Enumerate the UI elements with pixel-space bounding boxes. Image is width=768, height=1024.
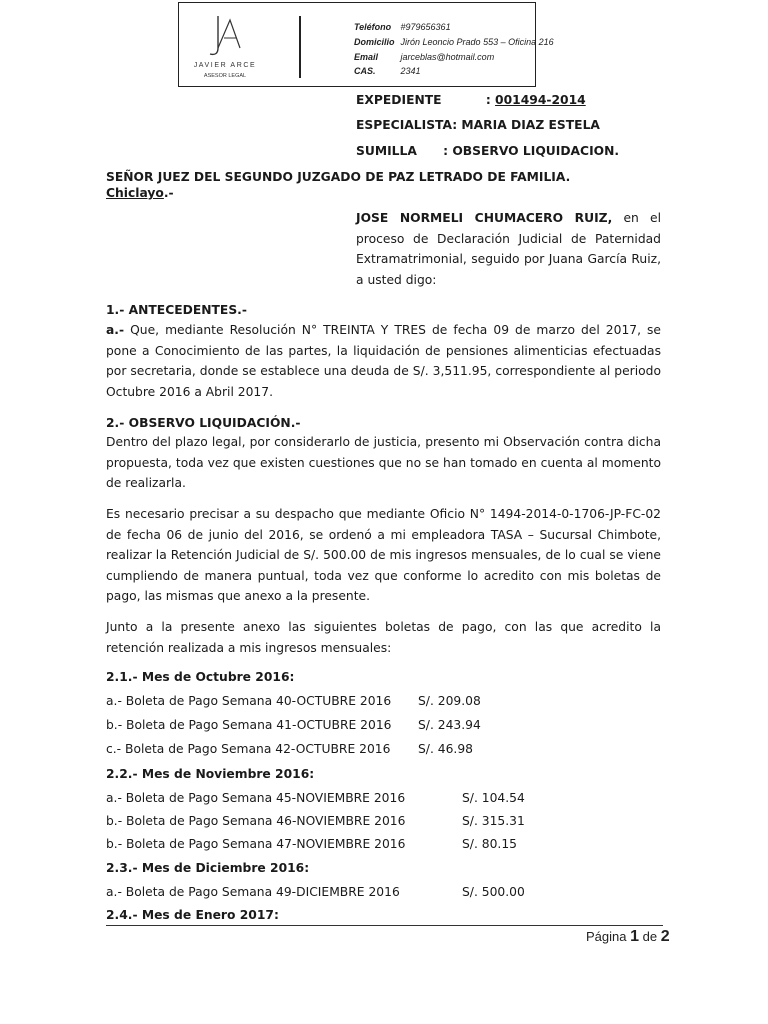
sumilla-label: SUMILLA	[356, 144, 417, 158]
section-antecedentes-title: 1.- ANTECEDENTES.-	[106, 303, 247, 317]
receipt-amount: S/. 46.98	[418, 742, 473, 756]
footer-divider	[106, 925, 663, 926]
paragraph-label: a.-	[106, 323, 125, 337]
intro-paragraph	[356, 208, 661, 290]
list-item	[106, 811, 661, 832]
section-observo-paragraph-3: Junto a la presente anexo las siguientes boletas de pago, con las que acredito la retención realizada a mis ingresos mensuales:	[106, 620, 661, 655]
receipt-label: c.- Boleta de Pago Semana 42-OCTUBRE 2016	[106, 742, 391, 756]
receipt-amount: S/. 315.31	[462, 814, 525, 828]
law-firm-logo	[190, 14, 260, 82]
intro-text: en el proceso de Declaración Judicial de Paternidad Extramatrimonial, seguido por Juana García Ruiz, a usted digo:	[356, 211, 661, 287]
page-of: de	[642, 929, 658, 944]
contact-value: #979656361	[400, 22, 451, 32]
contact-address	[354, 37, 554, 47]
list-item	[106, 788, 661, 809]
contact-phone	[354, 22, 451, 32]
logo-name: JAVIER ARCE	[193, 62, 257, 69]
month-title-october: 2.1.- Mes de Octubre 2016:	[106, 670, 295, 684]
addressee-judge: SEÑOR JUEZ DEL SEGUNDO JUZGADO DE PAZ LETRADO DE FAMILIA.	[106, 170, 571, 184]
logo-subtitle: ASESOR LEGAL	[203, 73, 247, 79]
sumilla-value: : OBSERVO LIQUIDACION.	[443, 144, 620, 158]
expediente-line	[356, 90, 586, 111]
receipt-amount: S/. 80.15	[462, 837, 517, 851]
especialista-line: ESPECIALISTA: MARIA DIAZ ESTELA	[356, 118, 600, 132]
section-observo-paragraph-2: Es necesario precisar a su despacho que mediante Oficio N° 1494-2014-0-1706-JP-FC-02 de fecha 06 de junio del 2016, se ordenó a mi empleadora TASA – Sucursal Chimbote, realizar la Retención Judicial de S/. 500.00 de mis ingresos mensuales, de lo cual se viene cumpliendo de manera puntual, toda vez que conforme lo acredito con mis boletas de pago, las mismas que anexo a la presente.	[106, 507, 661, 603]
contact-value: jarceblas@hotmail.com	[400, 52, 495, 62]
page-total: 2	[660, 928, 670, 945]
receipt-label: b.- Boleta de Pago Semana 47-NOVIEMBRE 2016	[106, 837, 406, 851]
petitioner-name: JOSE NORMELI CHUMACERO RUIZ,	[356, 211, 613, 225]
contact-label: CAS.	[354, 66, 376, 76]
addressee-city: Chiclayo	[106, 186, 164, 200]
receipt-label: a.- Boleta de Pago Semana 49-DICIEMBRE 2016	[106, 885, 400, 899]
page-current: 1	[630, 928, 640, 945]
contact-value: Jirón Leoncio Prado 553 – Oficina 216	[400, 37, 554, 47]
logo-monogram-icon	[204, 14, 244, 60]
section-observo-title: 2.- OBSERVO LIQUIDACIÓN.-	[106, 416, 301, 430]
paragraph-text: Que, mediante Resolución N° TREINTA Y TRES de fecha 09 de marzo del 2017, se pone a Conocimiento de las partes, la liquidación de pensiones alimenticias efectuadas por secretaria, donde se establece una deuda de S/. 3,511.95, correspondiente al periodo Octubre 2016 a Abril 2017.	[106, 323, 661, 399]
sumilla-line	[356, 141, 619, 162]
contact-label: Domicilio	[354, 37, 395, 47]
receipt-label: a.- Boleta de Pago Semana 40-OCTUBRE 2016	[106, 694, 392, 708]
page-word: Página	[586, 929, 627, 944]
receipt-amount: S/. 104.54	[462, 791, 525, 805]
contact-value: 2341	[400, 66, 421, 76]
contact-label: Email	[354, 52, 379, 62]
receipt-label: b.- Boleta de Pago Semana 41-OCTUBRE 2016	[106, 718, 392, 732]
addressee-city-line	[106, 183, 174, 204]
section-observo-paragraph-1: Dentro del plazo legal, por considerarlo de justicia, presento mi Observación contra dicha propuesta, toda vez que existen cuestiones que no se han tomado en cuenta al momento de realizarla.	[106, 435, 661, 490]
page-number	[586, 928, 670, 946]
expediente-colon: :	[485, 93, 491, 107]
receipt-label: b.- Boleta de Pago Semana 46-NOVIEMBRE 2016	[106, 814, 406, 828]
month-title-november: 2.2.- Mes de Noviembre 2016:	[106, 767, 315, 781]
expediente-value: 001494-2014	[495, 93, 586, 107]
receipt-amount: S/. 500.00	[462, 885, 525, 899]
contact-email	[354, 52, 494, 62]
month-title-january: 2.4.- Mes de Enero 2017:	[106, 908, 279, 922]
contact-cas	[354, 66, 421, 76]
expediente-label: EXPEDIENTE	[356, 93, 442, 107]
list-item	[106, 834, 661, 855]
list-item	[106, 739, 661, 760]
contact-label: Teléfono	[354, 22, 392, 32]
letterhead-divider	[299, 16, 301, 78]
list-item	[106, 691, 661, 712]
list-item	[106, 882, 661, 903]
receipt-label: a.- Boleta de Pago Semana 45-NOVIEMBRE 2016	[106, 791, 406, 805]
section-antecedentes-paragraph	[106, 320, 661, 402]
month-title-december: 2.3.- Mes de Diciembre 2016:	[106, 861, 310, 875]
addressee-city-suffix: .-	[163, 186, 174, 200]
list-item	[106, 715, 661, 736]
receipt-amount: S/. 209.08	[418, 694, 481, 708]
receipt-amount: S/. 243.94	[418, 718, 481, 732]
